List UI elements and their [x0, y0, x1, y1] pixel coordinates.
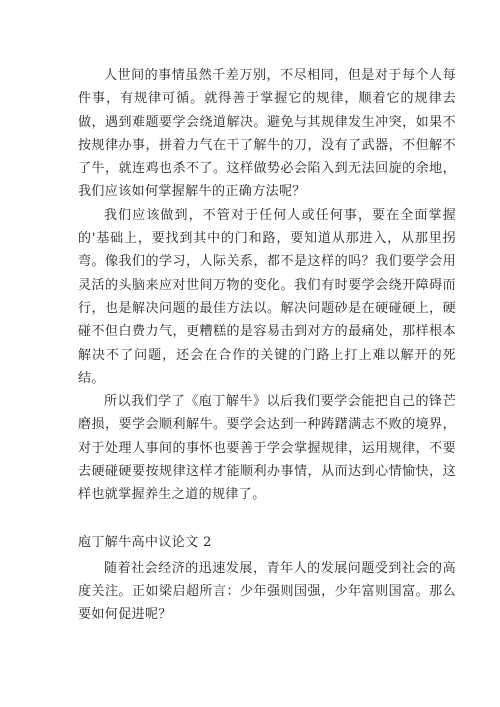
section-paragraph-1: 随着社会经济的迅速发展，青年人的发展问题受到社会的高度关注。正如梁启超所言：少年强则国强，少年富则国富。那么要如何促进呢？	[78, 560, 456, 623]
paragraph-3: 所以我们学了《庖丁解牛》以后我们要学会能把自己的锋芒磨损，要学会顺利解牛。要学会达到一种踌躇满志不败的境界，对于处理人事间的事怀也要善于学会掌握规律，运用规律，不要去硬碰硬要按规律这样才能顺利办事情，从而达到心情愉快，这样也就掌握养生之道的规律了。	[78, 394, 456, 503]
paragraph-2: 我们应该做到，不管对于任何人或任何事，要在全面掌握的'基础上，要找到其中的门和路，要知道从那进入，从那里拐弯。像我们的学习，人际关系，都不是这样的吗？我们要学会用灵活的头脑来应对世间万物的变化。我们有时要学会绕开障碍而行，也是解决问题的最佳方法以。解决问题砂是在硬碰硬上，硬碰不但白费力气，更糟糕的是容易击到对方的最痛处，那样根本解决不了问题，还会在合作的关键的门路上打上难以解开的死结。	[78, 207, 456, 386]
paragraph-1: 人世间的事情虽然千差万别，不尽相同，但是对于每个人每件事，有规律可循。就得善于掌握它的规律，顺着它的规律去做，遇到难题要学会绕道解决。避免与其规律发生冲突，如果不按规律办事，拼着力气在干了解牛的刀，没有了武器，不但解不了牛，就连鸡也杀不了。这样做势必会陷入到无法回旋的余地，我们应该如何掌握解牛的正确方法呢？	[78, 68, 456, 200]
section-title: 庖丁解牛高中议论文 2	[78, 534, 212, 550]
document-body	[78, 64, 456, 627]
